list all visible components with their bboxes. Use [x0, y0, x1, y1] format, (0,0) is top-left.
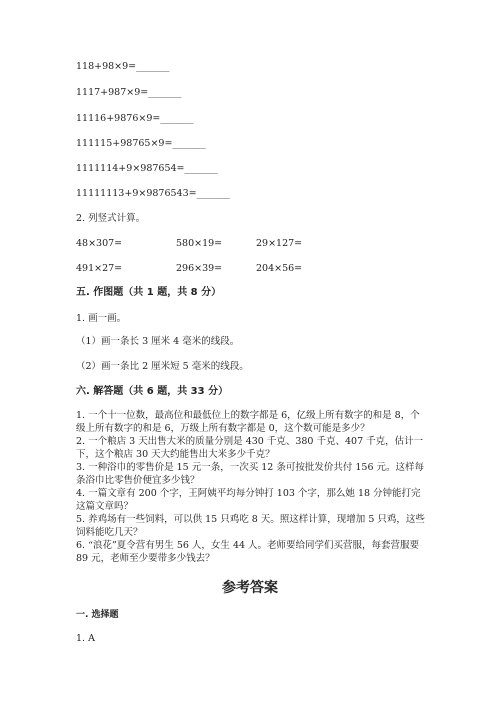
answer-1: 1. A: [76, 633, 95, 644]
calc-item: 48×307=: [76, 238, 123, 249]
section-6-heading: 六. 解答题（共 6 题，共 33 分）: [76, 386, 229, 397]
expression-1: 118+98×9=_______: [76, 61, 170, 72]
calc-item: 204×56=: [256, 263, 303, 274]
section-5-heading: 五. 作图题（共 1 题，共 8 分）: [76, 287, 222, 298]
section-6-question-4: 4. 一篇文章有 200 个字，王阿姨平均每分钟打 103 个字，那么她 18 分钟能打完这篇文章吗？: [76, 488, 421, 512]
section-5-part-a: （1）画一条长 3 厘米 4 毫米的线段。: [76, 336, 240, 347]
expression-3: 11116+9876×9=_______: [76, 113, 194, 124]
calc-item: 580×19=: [176, 238, 223, 249]
calc-item: 491×27=: [76, 263, 123, 274]
vertical-calc-label: 2. 列竖式计算。: [76, 213, 146, 224]
calc-item: 296×39=: [176, 263, 223, 274]
section-5-question-1: 1. 画一画。: [76, 313, 127, 324]
expression-6: 11111113+9×9876543=_______: [76, 188, 230, 199]
answers-section-1-heading: 一. 选择题: [76, 610, 119, 620]
section-6-question-6: 6. “浪花”夏令营有男生 56 人，女生 44 人。老师要给同学们买营服，每套营服要 89 元，老师至少要带多少钱去？: [76, 540, 420, 564]
section-6-question-3: 3. 一种浴巾的零售价是 15 元一条，一次买 12 条可按批发价共付 156 元。这样每条浴巾比零售价便宜多少钱？: [76, 462, 425, 486]
section-5-part-b: （2）画一条比 2 厘米短 5 毫米的线段。: [76, 361, 249, 372]
expression-5: 1111114+9×987654=_______: [76, 163, 218, 174]
answers-title: 参考答案: [222, 580, 278, 596]
section-6-question-2: 2. 一个粮店 3 天出售大米的质量分别是 430 千克、380 千克、407 千克，估计一下，这个粮店 30 天大约能售出大米多少千克？: [76, 436, 424, 460]
expression-2: 1117+987×9=_______: [76, 87, 182, 98]
section-6-question-1: 1. 一个十一位数，最高位和最低位上的数字都是 6，亿级上所有数字的和是 8，个级上所有数字的和是 6，万级上所有数字都是 0，这个数可能是多少？: [76, 410, 420, 434]
calc-item: 29×127=: [256, 238, 303, 249]
section-6-question-5: 5. 养鸡场有一些饲料，可以供 15 只鸡吃 8 天。照这样计算，现增加 5 只鸡，这些饲料能吃几天？: [76, 514, 425, 538]
expression-4: 111115+98765×9=_______: [76, 138, 206, 149]
